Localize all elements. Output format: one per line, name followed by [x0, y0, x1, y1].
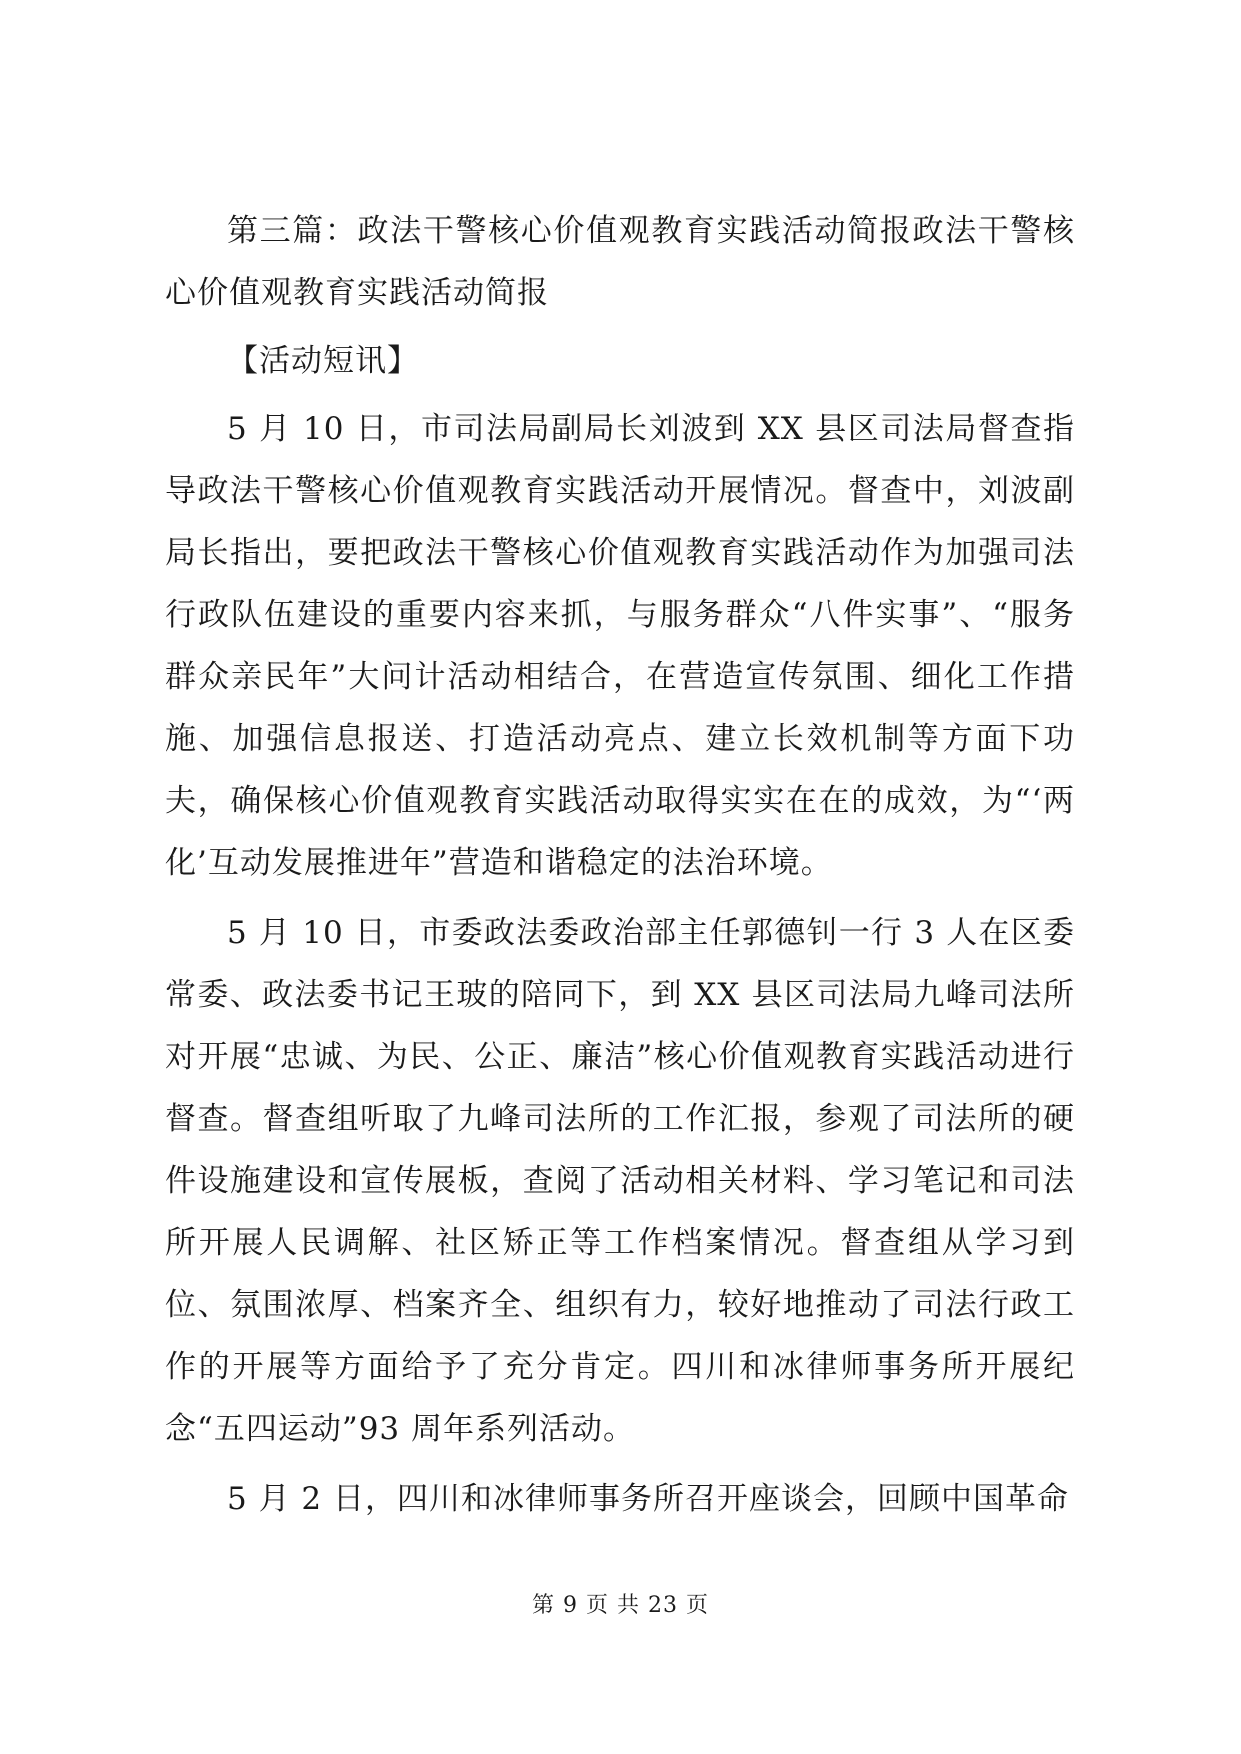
- paragraph-3: 5 月 2 日，四川和冰律师事务所召开座谈会，回顾中国革命: [227, 1481, 1070, 1517]
- document-body: [165, 200, 1075, 1530]
- page-number: 第 9 页 共 23 页: [532, 1593, 709, 1618]
- document-heading: 第三篇：政法干警核心价值观教育实践活动简报政法干警核心价值观教育实践活动简报: [165, 213, 1075, 311]
- page-footer: [0, 1588, 1241, 1619]
- section-label: 【活动短讯】: [227, 343, 419, 379]
- paragraph-1: 5 月 10 日，市司法局副局长刘波到 XX 县区司法局督查指导政法干警核心价值观教育实践活动开展情况。督查中，刘波副局长指出，要把政法干警核心价值观教育实践活动作为加强司法行政队伍建设的重要内容来抓，与服务群众“八件实事”、“服务群众亲民年”大问计活动相结合，在营造宣传氛围、细化工作措施、加强信息报送、打造活动亮点、建立长效机制等方面下功夫，确保核心价值观教育实践活动取得实实在在的成效，为“‘两化’互动发展推进年”营造和谐稳定的法治环境。: [165, 411, 1075, 881]
- paragraph-2: 5 月 10 日，市委政法委政治部主任郭德钊一行 3 人在区委常委、政法委书记王玻的陪同下，到 XX 县区司法局九峰司法所对开展“忠诚、为民、公正、廉洁”核心价值观教育实践活动进行督查。督查组听取了九峰司法所的工作汇报，参观了司法所的硬件设施建设和宣传展板，查阅了活动相关材料、学习笔记和司法所开展人民调解、社区矫正等工作档案情况。督查组从学习到位、氛围浓厚、档案齐全、组织有力，较好地推动了司法行政工作的开展等方面给予了充分肯定。四川和冰律师事务所开展纪念“五四运动”93 周年系列活动。: [165, 915, 1075, 1447]
